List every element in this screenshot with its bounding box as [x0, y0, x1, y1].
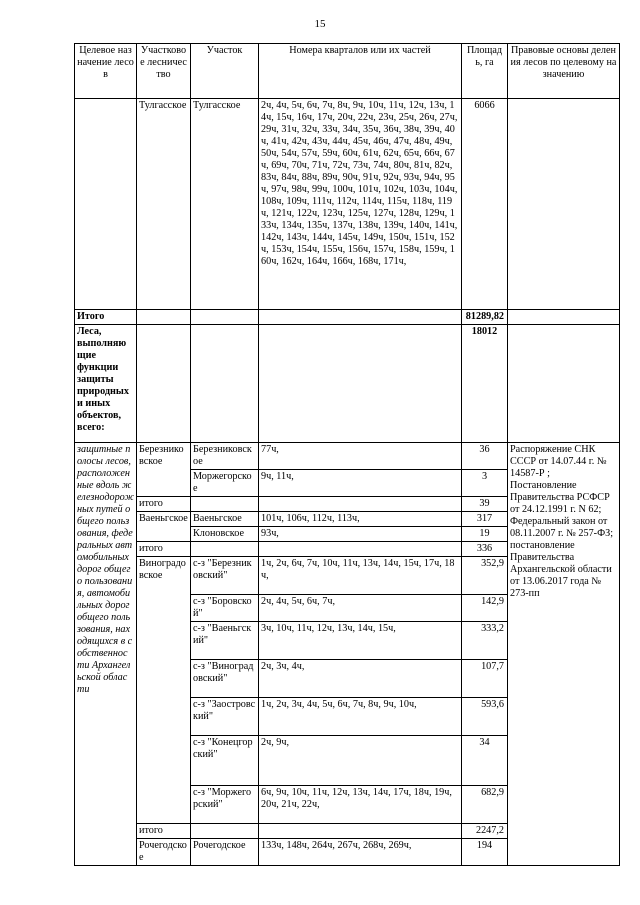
total-area: 81289,82 — [462, 310, 508, 325]
forestry-cell: Виноградовское — [137, 557, 191, 824]
header-row — [75, 44, 620, 99]
area-cell: 19 — [462, 527, 508, 542]
basis-cell: Распоряжение СНК СССР от 14.07.44 г. № 14587-Р ; Постановление Правительства РСФСР от 24.12.1991 г. N 62; Федеральный закон от 08.11.2007 г. № 257-ФЗ; постановление Правительства Архангельской области от 13.06.2017 года № 273-пп — [508, 443, 620, 866]
subtotal-label: итого — [137, 824, 191, 839]
forestry-cell: Ваеньгское — [137, 512, 191, 542]
quarters-cell: 2ч, 3ч, 4ч, — [259, 660, 462, 698]
area-cell: 333,2 — [462, 622, 508, 660]
purpose-cell — [75, 99, 137, 310]
area-cell: 34 — [462, 736, 508, 786]
subtotal-area: 336 — [462, 542, 508, 557]
page-number: 15 — [314, 18, 326, 30]
site-cell: с-з "Моржегорский" — [191, 786, 259, 824]
header-site: Участок — [191, 44, 259, 99]
area-cell: 352,9 — [462, 557, 508, 595]
area-cell: 107,7 — [462, 660, 508, 698]
forestry-cell: Березниковское — [137, 443, 191, 497]
site-cell: с-з "Конецгорский" — [191, 736, 259, 786]
quarters-cell: 1ч, 2ч, 3ч, 4ч, 5ч, 6ч, 7ч, 8ч, 9ч, 10ч, — [259, 698, 462, 736]
quarters-cell: 2ч, 9ч, — [259, 736, 462, 786]
area-cell: 194 — [462, 839, 508, 866]
quarters-cell: 2ч, 4ч, 5ч, 6ч, 7ч, — [259, 595, 462, 622]
area-cell: 142,9 — [462, 595, 508, 622]
subtotal-label: итого — [137, 497, 191, 512]
quarters-cell: 93ч, — [259, 527, 462, 542]
quarters-cell: 1ч, 2ч, 6ч, 7ч, 10ч, 11ч, 13ч, 14ч, 15ч, 17ч, 18ч, — [259, 557, 462, 595]
site-cell: с-з "Ваеньгский" — [191, 622, 259, 660]
quarters-cell: 133ч, 148ч, 264ч, 267ч, 268ч, 269ч, — [259, 839, 462, 866]
subtotal-area: 39 — [462, 497, 508, 512]
site-cell: Рочегодское — [191, 839, 259, 866]
zone-label: защитные полосы лесов, расположенные вдоль железнодорожных путей общего пользования, федеральных автомобильных дорог общего пользования, автомобильных дорог общего пользования, находящихся в собственности Архангельской области — [75, 443, 137, 866]
protective-area: 18012 — [462, 325, 508, 443]
header-area: Площадь, га — [462, 44, 508, 99]
site-cell: Тулгасское — [191, 99, 259, 310]
area-cell: 317 — [462, 512, 508, 527]
area-cell: 6066 — [462, 99, 508, 310]
site-cell: Ваеньгское — [191, 512, 259, 527]
quarters-cell: 6ч, 9ч, 10ч, 11ч, 12ч, 13ч, 14ч, 17ч, 18ч, 19ч, 20ч, 21ч, 22ч, — [259, 786, 462, 824]
protective-row — [75, 325, 620, 443]
site-cell: Березниковское — [191, 443, 259, 470]
forestry-cell: Рочегодское — [137, 839, 191, 866]
basis-cell — [508, 99, 620, 310]
quarters-cell: 3ч, 10ч, 11ч, 12ч, 13ч, 14ч, 15ч, — [259, 622, 462, 660]
site-cell: Клоновское — [191, 527, 259, 542]
subtotal-area: 2247,2 — [462, 824, 508, 839]
quarters-cell: 2ч, 4ч, 5ч, 6ч, 7ч, 8ч, 9ч, 10ч, 11ч, 12ч, 13ч, 14ч, 15ч, 16ч, 17ч, 20ч, 22ч, 23ч, 25ч, 26ч, 27ч, 29ч, 31ч, 32ч, 33ч, 34ч, 35ч, 36ч, 38ч, 39ч, 40ч, 41ч, 42ч, 43ч, 44ч, 45ч, 46ч, 47ч, 48ч, 49ч, 50ч, 54ч, 57ч, 59ч, 60ч, 61ч, 62ч, 65ч, 66ч, 67ч, 69ч, 70ч, 71ч, 72ч, 73ч, 74ч, 80ч, 81ч, 82ч, 83ч, 84ч, 88ч, 89ч, 90ч, 91ч, 92ч, 93ч, 94ч, 95ч, 97ч, 98ч, 99ч, 100ч, 101ч, 102ч, 103ч, 104ч, 108ч, 109ч, 111ч, 112ч, 114ч, 115ч, 118ч, 119ч, 121ч, 122ч, 123ч, 125ч, 127ч, 128ч, 129ч, 133ч, 134ч, 135ч, 137ч, 138ч, 139ч, 140ч, 141ч, 142ч, 143ч, 144ч, 145ч, 149ч, 150ч, 151ч, 152ч, 153ч, 154ч, 155ч, 156ч, 157ч, 158ч, 159ч, 160ч, 162ч, 164ч, 166ч, 168ч, 171ч, — [259, 99, 462, 310]
area-cell: 3 — [462, 470, 508, 497]
site-cell: Моржегорское — [191, 470, 259, 497]
forestry-cell: Тулгасское — [137, 99, 191, 310]
protective-label: Леса, выполняющие функции защиты природных и иных объектов, всего: — [75, 325, 137, 443]
area-cell: 36 — [462, 443, 508, 470]
total-row — [75, 310, 620, 325]
site-cell: с-з "Заостровский" — [191, 698, 259, 736]
total-label: Итого — [75, 310, 137, 325]
table-row — [75, 443, 620, 470]
subtotal-label: итого — [137, 542, 191, 557]
header-purpose: Целевое назначение лесов — [75, 44, 137, 99]
site-cell: с-з "Боровской" — [191, 595, 259, 622]
quarters-cell: 77ч, — [259, 443, 462, 470]
header-basis: Правовые основы деления лесов по целевому назначению — [508, 44, 620, 99]
area-cell: 682,9 — [462, 786, 508, 824]
area-cell: 593,6 — [462, 698, 508, 736]
forest-purpose-table — [74, 43, 620, 866]
quarters-cell: 101ч, 106ч, 112ч, 113ч, — [259, 512, 462, 527]
quarters-cell: 9ч, 11ч, — [259, 470, 462, 497]
table-row — [75, 99, 620, 310]
site-cell: с-з "Виноградовский" — [191, 660, 259, 698]
site-cell: с-з "Березниковский" — [191, 557, 259, 595]
header-forestry: Участковое лесничество — [137, 44, 191, 99]
header-quarters: Номера кварталов или их частей — [259, 44, 462, 99]
